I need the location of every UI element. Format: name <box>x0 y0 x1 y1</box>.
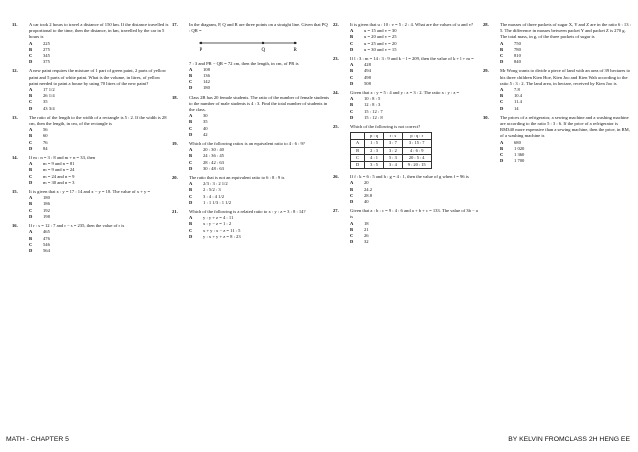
option-letter: D <box>189 131 193 137</box>
answer-option <box>189 166 330 172</box>
option-letter: D <box>350 80 354 86</box>
answer-option <box>189 132 330 138</box>
option-letter: D <box>189 85 193 91</box>
answer-option <box>29 106 170 112</box>
option-value: 21 <box>364 226 369 232</box>
question <box>12 155 170 186</box>
table-cell: 3 : 15 : 7 <box>402 140 431 147</box>
option-value: 2/3 : 3 : 2 1/2 <box>203 181 228 187</box>
question-body <box>500 68 631 111</box>
option-letter: B <box>350 34 354 40</box>
option-value: 35 <box>203 119 208 125</box>
option-value: u = 20 and v = 25 <box>364 34 397 40</box>
answer-option <box>29 248 170 254</box>
option-value: 15 : 12 : 7 <box>364 108 383 114</box>
option-value: 2 : 5/2 : 3 <box>203 187 221 193</box>
question-number: 17. <box>172 22 178 27</box>
question-text: It is given that x : y = 17 : 14 and x − y = 18. The value of x + y = <box>29 189 151 195</box>
option-letter: A <box>189 215 193 221</box>
option-letter: B <box>29 133 33 139</box>
option-value: u = 15 and v = 30 <box>364 28 397 34</box>
option-letter: B <box>189 221 193 227</box>
option-letter: A <box>350 180 354 186</box>
option-letter: A <box>29 229 33 235</box>
question-number: 24. <box>333 90 339 96</box>
column-1 <box>12 22 170 257</box>
option-value: 30 : 48 : 63 <box>203 165 224 171</box>
option-value: 26 1/4 <box>43 93 55 99</box>
question-body <box>189 95 330 138</box>
option-letter: D <box>29 179 33 185</box>
table-cell: 3 : 2 <box>383 147 402 154</box>
option-value: 375 <box>43 59 50 65</box>
answer-option <box>350 239 481 245</box>
question-number: 28. <box>483 22 489 27</box>
option-value: 1 : 1 1/3 : 1 1/2 <box>203 199 232 205</box>
question-number: 11. <box>12 22 18 27</box>
option-letter: B <box>29 167 33 173</box>
option-letter: B <box>500 46 504 52</box>
option-value: 40 <box>364 199 369 205</box>
option-value: 508 <box>364 80 371 86</box>
option-value: 7.8 <box>514 87 520 93</box>
option-value: 180 <box>43 195 50 201</box>
question-text: Which of the following ratios is an equivalent ratio to 4 : 6 : 9? <box>189 141 305 147</box>
question <box>333 22 481 53</box>
option-value: 56 <box>43 127 48 133</box>
option-value: 1 700 <box>514 158 525 164</box>
answer-option <box>189 234 330 240</box>
question-body <box>189 209 330 240</box>
question <box>172 22 330 92</box>
option-letter: B <box>189 119 193 125</box>
table-cell: A <box>351 140 365 147</box>
option-value: 192 <box>43 207 50 213</box>
question-body <box>29 68 170 111</box>
option-letter: B <box>29 235 33 241</box>
answer-option <box>350 81 481 87</box>
question-number: 19. <box>172 141 178 147</box>
option-letter: A <box>29 195 33 201</box>
question-text: If m : n = 3 : 8 and m + n = 33, then <box>29 155 96 161</box>
question-text: Which of the following is not correct? <box>350 124 421 130</box>
option-value: y : y + z = 4 : 11 <box>203 215 234 221</box>
question-text: Which of the following is a related ratio to x : y : z = 3 : 8 : 14? <box>189 209 306 215</box>
answer-option <box>350 199 481 205</box>
question-text: The ratio of the length to the width of a rectangle is 5 : 2. If the width is 28 cm, then the length, in cm, of the rectangle is <box>29 114 167 127</box>
question-body <box>500 115 631 165</box>
column-2 <box>172 22 330 243</box>
option-value: 810 <box>514 53 521 59</box>
question <box>333 174 481 205</box>
question <box>12 68 170 111</box>
question <box>12 223 170 254</box>
question-number: 15. <box>12 189 18 195</box>
table-cell: 9 : 20 : 15 <box>402 162 431 169</box>
option-value: 26 <box>364 233 369 239</box>
option-value: 32 <box>364 239 369 245</box>
question-body <box>189 141 330 172</box>
table-cell: 3 : 7 <box>383 140 402 147</box>
option-value: 14 <box>514 105 519 111</box>
option-value: 20 : 30 : 40 <box>203 147 224 153</box>
option-letter: A <box>500 40 504 46</box>
option-letter: C <box>189 125 193 131</box>
question-text: The prices of a refrigerator, a sewing machine and a washing machine are according to the ratio 5 : 3 : 6. If the price of a refrigerator is RM340 more expensive than a sewing machine, then the price, in RM, of a washing machine is <box>500 114 630 139</box>
question <box>333 56 481 87</box>
question-number: 22. <box>333 22 339 27</box>
answer-option <box>29 59 170 65</box>
option-value: 1 360 <box>514 152 525 158</box>
table-row <box>351 147 432 154</box>
question-text: If r : s = 12 : 7 and r − s = 235, then the value of r is <box>29 223 125 229</box>
question-text: If f : k = 6 : 5 and h : g = 4 : 1, then the value of g when f = 96 is <box>350 174 469 180</box>
question-text: If l : 3 : m = 14 : 3 : 9 and k − l = 209, then the value of k + l + m = <box>350 56 474 62</box>
question-number: 26. <box>333 174 339 180</box>
option-letter: C <box>189 227 193 233</box>
point-p <box>200 42 202 44</box>
question-body <box>29 189 170 220</box>
line-diagram <box>193 38 303 54</box>
table-header-cell: p : q : r <box>402 133 431 140</box>
option-value: 40 <box>203 125 208 131</box>
point-label: Q <box>261 48 266 54</box>
column-4 <box>483 22 631 167</box>
table-row <box>351 140 432 147</box>
option-letter: A <box>189 66 193 72</box>
question-text: Given that a : b : c = 9 : 4 : 6 and a + b + c = 133. The value of 3b − a is <box>350 208 478 220</box>
option-letter: B <box>29 93 33 99</box>
option-letter: D <box>189 165 193 171</box>
option-value: 108 <box>203 66 210 72</box>
option-value: 780 <box>514 46 521 52</box>
table-cell: 4 : 1 <box>365 154 384 161</box>
option-value: 17 1/2 <box>43 87 55 93</box>
question <box>172 209 330 240</box>
answer-option <box>500 59 631 65</box>
option-letter: B <box>500 145 504 151</box>
point-r <box>294 42 296 44</box>
question-number: 16. <box>12 223 18 229</box>
table-cell: 1 : 5 <box>365 140 384 147</box>
question <box>333 124 481 171</box>
option-value: x + y : x − z = 11 : 5 <box>203 227 241 233</box>
answer-option <box>189 85 330 91</box>
answer-option <box>189 200 330 206</box>
option-letter: B <box>189 73 193 79</box>
option-letter: D <box>350 199 354 205</box>
table-row <box>351 162 432 169</box>
option-value: 476 <box>43 235 50 241</box>
footer-author: BY KELVIN FROMCLASS 2H HENG EE <box>508 436 630 443</box>
table-header-cell: p : q <box>365 133 384 140</box>
question-body <box>350 56 481 87</box>
question-text: Mr Wong wants to divide a piece of land with an area of 39 hectares to his three children Kien Hoe, Kien Joo and Kien Wah according to the ratio 5 : 3 : 2. The land area, in hectare, received by Kien Joo is <box>500 68 631 86</box>
option-value: 3 : 4 : 4 1/2 <box>203 193 225 199</box>
option-value: 11.4 <box>514 99 522 105</box>
option-letter: C <box>29 99 33 105</box>
table-header-cell <box>351 133 365 140</box>
table-cell: 20 : 5 : 4 <box>402 154 431 161</box>
option-letter: D <box>29 213 33 219</box>
option-value: 10 : 8 : 5 <box>364 96 381 102</box>
question <box>172 95 330 138</box>
question-body <box>350 174 481 205</box>
table-cell: 4 : 6 : 9 <box>402 147 431 154</box>
option-value: 345 <box>43 53 50 59</box>
option-letter: B <box>189 153 193 159</box>
option-letter: D <box>29 247 33 253</box>
option-value: 680 <box>514 139 521 145</box>
option-letter: B <box>350 186 354 192</box>
question-body <box>500 22 631 65</box>
question-number: 13. <box>12 114 18 120</box>
question <box>12 115 170 152</box>
answer-table <box>350 132 432 169</box>
table-row <box>351 154 432 161</box>
option-letter: A <box>500 139 504 145</box>
option-value: 136 <box>203 73 210 79</box>
option-value: 43 3/4 <box>43 105 55 111</box>
option-letter: D <box>29 105 33 111</box>
footer-chapter: MATH - CHAPTER 5 <box>6 436 69 443</box>
table-cell: B <box>351 147 365 154</box>
question-number: 23. <box>333 56 339 62</box>
option-value: 20 <box>364 180 369 186</box>
point-q <box>262 42 264 44</box>
option-value: m = 9 and n = 81 <box>43 161 75 167</box>
answer-option <box>350 47 481 53</box>
table-header-row <box>351 133 432 140</box>
question-text: Given that x : y = 5 : 4 and y : z = 3 : 2. The ratio x : y : z = <box>350 90 460 96</box>
option-value: 1 020 <box>514 145 525 151</box>
table-cell: 2 : 3 <box>365 147 384 154</box>
question <box>333 208 481 245</box>
option-value: 225 <box>43 40 50 46</box>
question-body <box>29 115 170 152</box>
option-letter: A <box>189 113 193 119</box>
option-letter: A <box>29 161 33 167</box>
option-value: 84 <box>43 145 48 151</box>
option-value: 142 <box>203 79 210 85</box>
point-label: P <box>199 48 203 54</box>
question-number: 25. <box>333 124 339 130</box>
option-letter: A <box>29 40 33 46</box>
option-value: y : x + y + z = 8 : 23 <box>203 233 241 239</box>
option-value: 564 <box>43 247 50 253</box>
option-value: 42 <box>203 131 208 137</box>
question <box>333 90 481 121</box>
option-letter: D <box>189 233 193 239</box>
question <box>12 22 170 65</box>
option-value: 76 <box>43 139 48 145</box>
question-number: 30. <box>483 114 489 120</box>
option-value: m = 30 and n = 3 <box>43 179 75 185</box>
option-letter: B <box>500 93 504 99</box>
question-text: A car took 2 hours to travel a distance of 150 km. If the distance travelled is proportional to the time, then the distance, in km, travelled by the car in 5 hours is <box>29 22 169 40</box>
question-number: 29. <box>483 68 489 74</box>
answer-option <box>29 146 170 152</box>
option-letter: B <box>350 68 354 74</box>
question <box>172 175 330 206</box>
option-letter: C <box>350 108 354 114</box>
option-value: 10.4 <box>514 93 523 99</box>
answer-option <box>350 115 481 121</box>
option-letter: D <box>500 158 504 164</box>
question-text: A new paint requires the mixture of 1 part of green paint, 2 parts of yellow paint and 5 parts of white paint. What is the volume, in litres, of yellow paint needed to paint a house by using 70 litres of the new paint? <box>29 68 167 86</box>
option-letter: C <box>350 192 354 198</box>
option-letter: B <box>189 187 193 193</box>
option-letter: D <box>350 114 354 120</box>
answer-option <box>29 180 170 186</box>
option-letter: C <box>29 207 33 213</box>
question-body <box>350 124 481 171</box>
option-value: 35 <box>43 99 48 105</box>
question-body <box>189 175 330 206</box>
answer-option <box>500 158 631 164</box>
option-letter: A <box>350 96 354 102</box>
option-letter: C <box>29 173 33 179</box>
option-value: 12 : 8 : 3 <box>364 102 381 108</box>
option-letter: A <box>29 127 33 133</box>
question-number: 21. <box>172 209 178 215</box>
option-letter: D <box>350 46 354 52</box>
option-value: 60 <box>43 133 48 139</box>
option-value: 180 <box>203 85 210 91</box>
question-number: 20. <box>172 175 178 181</box>
option-value: 24.2 <box>364 186 373 192</box>
option-letter: C <box>29 241 33 247</box>
option-value: m = 24 and n = 9 <box>43 173 75 179</box>
option-value: 30 <box>203 113 208 119</box>
question-body <box>350 90 481 121</box>
option-letter: D <box>29 59 33 65</box>
question-body <box>29 223 170 254</box>
option-letter: C <box>500 99 504 105</box>
option-value: 28 : 42 : 63 <box>203 159 224 165</box>
question-text: Class 2B has 20 female students. The ratio of the number of female students to the number of male students is 4 : 3. Find the total number of students in the class. <box>189 94 329 113</box>
option-letter: A <box>29 87 33 93</box>
option-letter: C <box>500 53 504 59</box>
option-value: u = 30 and v = 15 <box>364 46 397 52</box>
option-value: 840 <box>514 59 521 65</box>
question-text: The masses of three packets of sugar X, Y and Z are in the ratio 6 : 13 : 5. The difference in masses between packet Y and packet Z is 270 g. The total mass, in g, of the three packets of sugar is <box>500 22 631 40</box>
column-3 <box>333 22 481 249</box>
option-letter: D <box>189 199 193 205</box>
question-body <box>350 22 481 53</box>
option-value: 494 <box>364 68 371 74</box>
option-letter: B <box>350 226 354 232</box>
question-body <box>29 22 170 65</box>
option-value: 546 <box>43 241 50 247</box>
question <box>483 22 631 65</box>
question-text: The ratio that is not an equivalent ratio to 6 : 8 : 9 is <box>189 175 285 181</box>
option-value: 498 <box>364 74 371 80</box>
option-value: 428 <box>364 62 371 68</box>
option-value: u = 25 and v = 20 <box>364 40 397 46</box>
question-number: 18. <box>172 94 178 100</box>
option-letter: A <box>500 87 504 93</box>
option-letter: A <box>189 147 193 153</box>
option-letter: A <box>350 28 354 34</box>
option-value: 18 <box>364 220 369 226</box>
answer-option <box>29 214 170 220</box>
option-letter: C <box>350 233 354 239</box>
question-text: It is given that u : 10 : v = 5 : 2 : 4. What are the values of u and v? <box>350 22 474 27</box>
table-header-cell: r : s <box>383 133 402 140</box>
option-value: 28.8 <box>364 192 373 198</box>
option-value: 465 <box>43 229 50 235</box>
option-letter: C <box>350 74 354 80</box>
option-value: m = 9 and n = 24 <box>43 167 75 173</box>
option-letter: A <box>189 181 193 187</box>
question-text: In the diagram, P, Q and R are three points on a straight line. Given that PQ : QR = <box>189 22 328 34</box>
question-number: 14. <box>12 155 18 161</box>
option-letter: C <box>350 40 354 46</box>
question <box>172 141 330 172</box>
option-letter: D <box>500 105 504 111</box>
question-text-continued: 7 : 3 and PR − QR = 72 cm, then the length, in cm, of PR is <box>189 60 299 66</box>
table-cell: D <box>351 162 365 169</box>
option-letter: A <box>350 220 354 226</box>
option-letter: B <box>350 102 354 108</box>
question-body <box>189 22 330 92</box>
table-cell: C <box>351 154 365 161</box>
option-value: x : y − z = 1 : 2 <box>203 221 232 227</box>
option-letter: A <box>350 62 354 68</box>
question <box>12 189 170 220</box>
option-letter: B <box>29 201 33 207</box>
question-body <box>29 155 170 186</box>
point-label: R <box>293 48 297 54</box>
option-letter: C <box>29 53 33 59</box>
option-letter: C <box>189 159 193 165</box>
option-letter: D <box>350 239 354 245</box>
option-letter: D <box>29 145 33 151</box>
option-letter: C <box>189 193 193 199</box>
answer-option <box>500 106 631 112</box>
question-body <box>350 208 481 245</box>
option-value: 15 : 12 : 8 <box>364 114 383 120</box>
option-letter: C <box>189 79 193 85</box>
option-value: 275 <box>43 46 50 52</box>
table-cell: 3 : 5 <box>365 162 384 169</box>
option-letter: C <box>500 152 504 158</box>
table-cell: 3 : 4 <box>383 162 402 169</box>
question <box>483 115 631 165</box>
question-number: 27. <box>333 208 339 214</box>
option-letter: B <box>29 46 33 52</box>
option-value: 24 : 36 : 45 <box>203 153 224 159</box>
option-letter: D <box>500 59 504 65</box>
option-value: 186 <box>43 201 50 207</box>
question-number: 12. <box>12 68 18 74</box>
table-cell: 5 : 3 <box>383 154 402 161</box>
question <box>483 68 631 111</box>
option-value: 750 <box>514 40 521 46</box>
option-value: 198 <box>43 213 50 219</box>
option-letter: C <box>29 139 33 145</box>
